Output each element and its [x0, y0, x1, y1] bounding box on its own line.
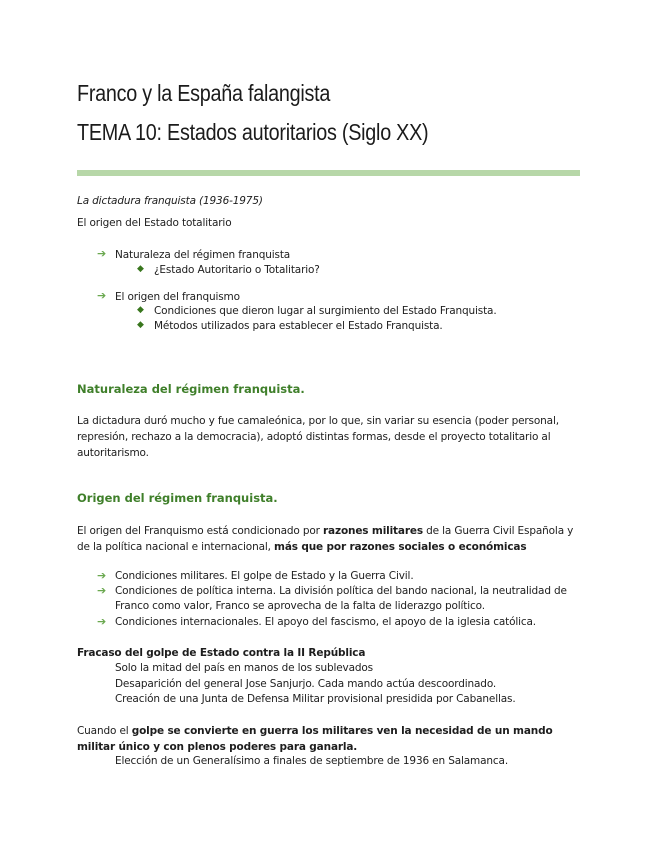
- diamond-icon: ◆: [137, 320, 144, 330]
- condition-item: Condiciones internacionales. El apoyo del fascismo, el apoyo de la iglesia católica.: [115, 616, 536, 628]
- outline-subitem: Métodos utilizados para establecer el Estado Franquista.: [154, 320, 443, 332]
- document-subtitle: TEMA 10: Estados autoritarios (Siglo XX): [77, 119, 429, 145]
- document-title: Franco y la España falangista: [77, 80, 331, 106]
- war-paragraph: Cuando el golpe se convierte en guerra los militares ven la necesidad de un mando militar único y con plenos poderes para ganarla.: [77, 725, 553, 753]
- failure-item: Desaparición del general Jose Sanjurjo. Cada mando actúa descoordinado.: [115, 678, 497, 690]
- outline-subitem: Condiciones que dieron lugar al surgimiento del Estado Franquista.: [154, 305, 497, 317]
- failure-item: Solo la mitad del país en manos de los sublevados: [115, 662, 374, 674]
- war-item: Elección de un Generalísimo a finales de septiembre de 1936 en Salamanca.: [115, 755, 509, 767]
- diamond-icon: ◆: [137, 264, 144, 274]
- origin-line: El origen del Estado totalitario: [77, 217, 232, 229]
- outline-item: El origen del franquismo: [115, 291, 240, 303]
- period-label: La dictadura franquista (1936-1975): [77, 195, 263, 207]
- condition-item: Condiciones militares. El golpe de Estado y la Guerra Civil.: [115, 570, 414, 582]
- arrow-right-icon: ➔: [97, 615, 107, 628]
- arrow-right-icon: ➔: [97, 289, 107, 302]
- arrow-right-icon: ➔: [97, 569, 107, 582]
- arrow-right-icon: ➔: [97, 247, 107, 260]
- failure-item: Creación de una Junta de Defensa Militar provisional presidida por Cabanellas.: [115, 693, 516, 705]
- condition-item: Condiciones de política interna. La división política del bando nacional, la neutralidad de Franco como valor, Franco se aprovecha de la falta de liderazgo político.: [115, 585, 567, 612]
- failure-heading: Fracaso del golpe de Estado contra la II República: [77, 647, 366, 659]
- section-paragraph: El origen del Franquismo está condicionado por razones militares de la Guerra Civil Española y de la política nacional e internacional, más que por razones sociales o económicas: [77, 525, 574, 553]
- outline-subitem: ¿Estado Autoritario o Totalitario?: [154, 264, 320, 276]
- section-heading: Origen del régimen franquista.: [77, 491, 278, 505]
- section-heading: Naturaleza del régimen franquista.: [77, 382, 305, 396]
- outline-item: Naturaleza del régimen franquista: [115, 249, 291, 261]
- arrow-right-icon: ➔: [97, 584, 107, 597]
- section-paragraph: La dictadura duró mucho y fue camaleónica, por lo que, sin variar su esencia (poder personal, represión, rechazo a la democracia), adoptó distintas formas, desde el proyecto totalitario al autoritarismo.: [77, 415, 559, 459]
- title-divider: [77, 170, 580, 176]
- diamond-icon: ◆: [137, 305, 144, 315]
